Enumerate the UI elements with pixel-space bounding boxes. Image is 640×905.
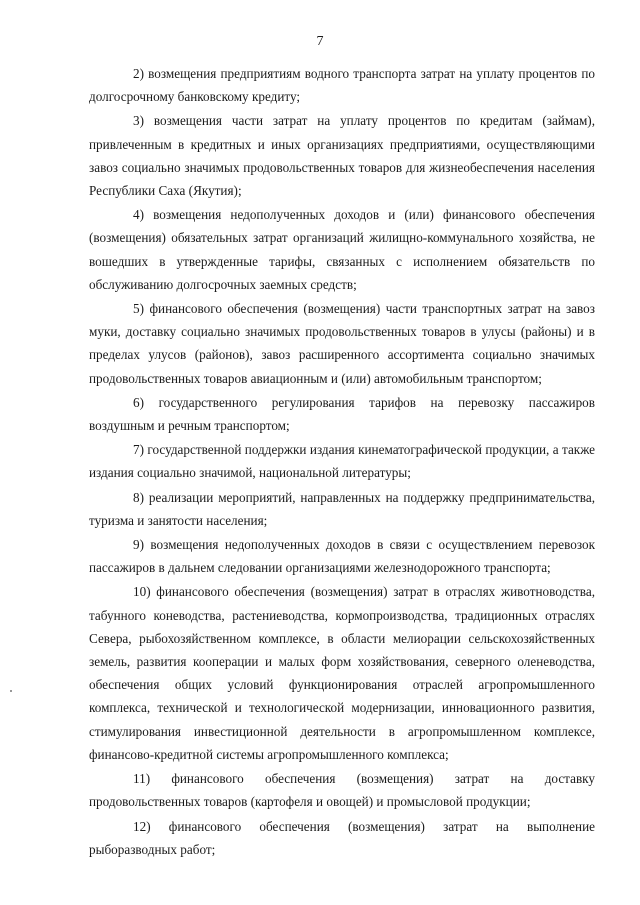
page-number: 7: [316, 34, 324, 49]
list-item: 7) государственной поддержки издания кинематографической продукции, а также издания социально значимой, национальной литературы;: [89, 442, 595, 481]
list-item: 8) реализации мероприятий, направленных на поддержку предпринимательства, туризма и занятости населения;: [89, 489, 595, 528]
list-item: 11) финансового обеспечения (возмещения) затрат на доставку продовольственных товаров (картофеля и овощей) и промысловой продукции;: [89, 771, 595, 810]
list-item: 5) финансового обеспечения (возмещения) части транспортных затрат на завоз муки, доставку социально значимых продовольственных товаров в улусы (районы) и в пределах улусов (районов), завоз расширенного ассортимента социально значимых продовольственных товаров авиационным и (или) автомобильным транспортом;: [89, 301, 595, 386]
list-item: 3) возмещения части затрат на уплату процентов по кредитам (займам), привлеченным в кредитных и иных организациях предприятиями, осуществляющими завоз социально значимых продовольственных товаров для жизнеобеспечения населения Республики Саха (Якутия);: [89, 113, 595, 199]
list-item: 9) возмещения недополученных доходов в связи с осуществлением перевозок пассажиров в дальнем следовании организациями железнодорожного транспорта;: [89, 537, 595, 576]
list-item: 10) финансового обеспечения (возмещения) затрат в отраслях животноводства, табунного коневодства, растениеводства, кормопроизводства, традиционных отраслях Севера, рыбохозяйственном комплексе, в области мелиорации сельскохозяйственных земель, развития кооперации и малых форм хозяйствования, северного оленеводства, обеспечения общих условий функционирования отраслей агропромышленного комплекса, технической и технологической модернизации, инновационного развития, стимулирования инвестиционной деятельности в агропромышленном комплексе, финансово-кредитной системы агропромышленного комплекса;: [89, 584, 595, 762]
list-item: 12) финансового обеспечения (возмещения) затрат на выполнение рыборазводных работ;: [89, 818, 595, 857]
list-item: 6) государственного регулирования тарифов на перевозку пассажиров воздушным и речным транспортом;: [89, 394, 595, 434]
list-item: 4) возмещения недополученных доходов и (или) финансового обеспечения (возмещения) обязательных затрат организаций жилищно-коммунального хозяйства, не вошедших в утвержденные тарифы, связанных с исполнением обязательств по обслуживанию долгосрочных заемных средств;: [89, 207, 595, 292]
scan-speck: [10, 690, 12, 692]
list-item: 2) возмещения предприятиям водного транспорта затрат на уплату процентов по долгосрочному банковскому кредиту;: [89, 66, 595, 105]
document-body: [89, 62, 595, 862]
